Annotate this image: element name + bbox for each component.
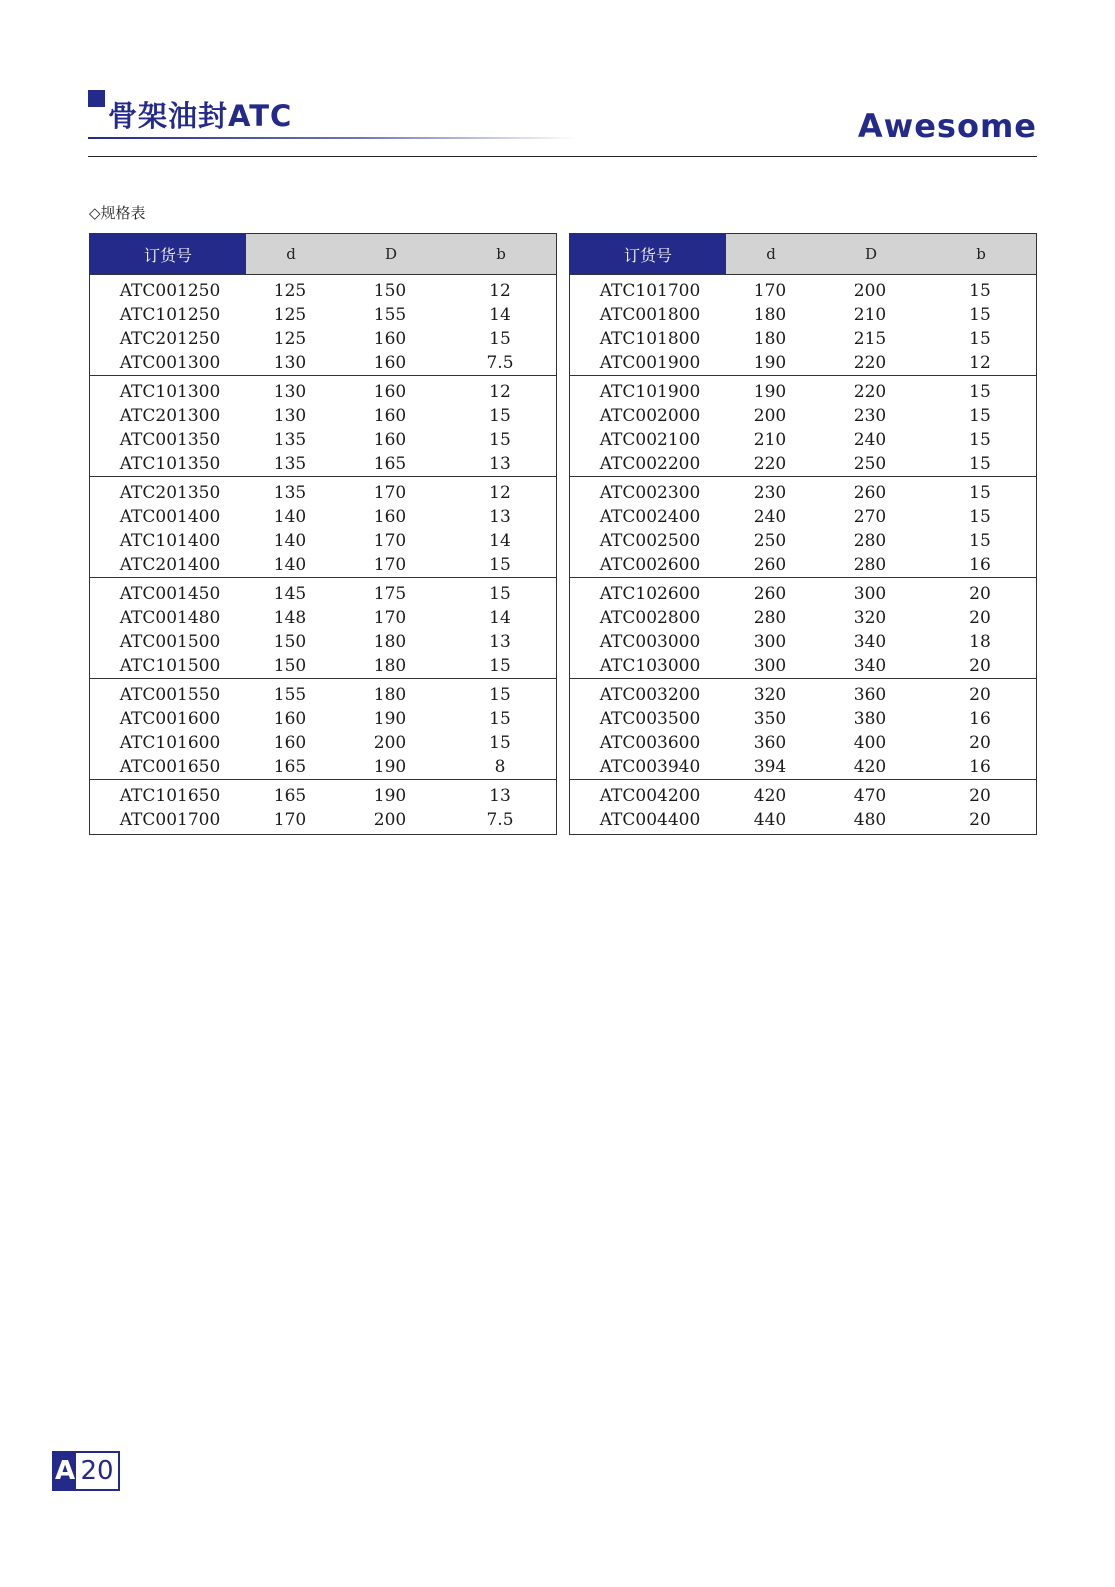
header-divider xyxy=(88,156,1037,157)
b-cell: 16 xyxy=(969,757,991,777)
table-row xyxy=(570,529,1036,553)
order-number-cell: ATC001650 xyxy=(119,757,221,777)
page-title: 骨架油封ATC xyxy=(108,99,293,133)
header-D: D xyxy=(816,234,926,274)
b-cell: 15 xyxy=(969,382,991,402)
table-row xyxy=(90,452,556,476)
order-number-cell: ATC201400 xyxy=(119,555,221,575)
table-row xyxy=(90,606,556,630)
order-number-cell: ATC102600 xyxy=(599,584,701,604)
D-cell: 160 xyxy=(373,353,407,373)
D-cell: 230 xyxy=(853,406,887,426)
table-row xyxy=(90,731,556,755)
order-number-cell: ATC001400 xyxy=(119,507,221,527)
b-cell: 15 xyxy=(489,329,511,349)
order-number-cell: ATC003940 xyxy=(599,757,701,777)
D-cell: 200 xyxy=(853,281,887,301)
order-number-cell: ATC001450 xyxy=(119,584,221,604)
table-row xyxy=(570,351,1036,375)
D-cell: 180 xyxy=(373,685,407,705)
order-number-cell: ATC001700 xyxy=(119,810,221,830)
d-cell: 260 xyxy=(753,555,787,575)
d-cell: 160 xyxy=(273,733,307,753)
d-cell: 125 xyxy=(273,329,307,349)
order-number-cell: ATC002300 xyxy=(599,483,701,503)
d-cell: 160 xyxy=(273,709,307,729)
D-cell: 250 xyxy=(853,454,887,474)
d-cell: 135 xyxy=(273,483,307,503)
D-cell: 170 xyxy=(373,531,407,551)
b-cell: 15 xyxy=(969,406,991,426)
b-cell: 12 xyxy=(489,382,511,402)
D-cell: 420 xyxy=(853,757,887,777)
table-row xyxy=(570,404,1036,428)
table-row xyxy=(570,553,1036,577)
b-cell: 20 xyxy=(969,786,991,806)
table-row xyxy=(570,428,1036,452)
table-row xyxy=(570,630,1036,654)
D-cell: 180 xyxy=(373,632,407,652)
page-number: 20 xyxy=(76,1453,118,1489)
D-cell: 280 xyxy=(853,531,887,551)
D-cell: 260 xyxy=(853,483,887,503)
D-cell: 180 xyxy=(373,656,407,676)
d-cell: 135 xyxy=(273,430,307,450)
d-cell: 350 xyxy=(753,709,787,729)
table-row xyxy=(90,784,556,808)
d-cell: 440 xyxy=(753,810,787,830)
d-cell: 130 xyxy=(273,382,307,402)
table-header xyxy=(90,234,556,275)
d-cell: 150 xyxy=(273,632,307,652)
order-number-cell: ATC001300 xyxy=(119,353,221,373)
d-cell: 190 xyxy=(753,382,787,402)
b-cell: 20 xyxy=(969,810,991,830)
b-cell: 14 xyxy=(489,531,511,551)
b-cell: 16 xyxy=(969,555,991,575)
d-cell: 420 xyxy=(753,786,787,806)
D-cell: 210 xyxy=(853,305,887,325)
b-cell: 7.5 xyxy=(486,353,514,373)
table-row xyxy=(570,452,1036,476)
order-number-cell: ATC101300 xyxy=(119,382,221,402)
row-group xyxy=(90,275,556,376)
order-number-cell: ATC002600 xyxy=(599,555,701,575)
D-cell: 190 xyxy=(373,786,407,806)
order-number-cell: ATC001900 xyxy=(599,353,701,373)
row-group xyxy=(90,578,556,679)
row-group xyxy=(570,679,1036,780)
d-cell: 300 xyxy=(753,632,787,652)
b-cell: 15 xyxy=(969,329,991,349)
order-number-cell: ATC101350 xyxy=(119,454,221,474)
b-cell: 15 xyxy=(969,531,991,551)
table-row xyxy=(570,327,1036,351)
order-number-cell: ATC003500 xyxy=(599,709,701,729)
table-row xyxy=(90,529,556,553)
b-cell: 20 xyxy=(969,733,991,753)
order-number-cell: ATC101400 xyxy=(119,531,221,551)
b-cell: 12 xyxy=(969,353,991,373)
table-row xyxy=(90,428,556,452)
d-cell: 300 xyxy=(753,656,787,676)
table-row xyxy=(570,755,1036,779)
D-cell: 155 xyxy=(373,305,407,325)
D-cell: 240 xyxy=(853,430,887,450)
d-cell: 140 xyxy=(273,531,307,551)
brand-logo: Awesome xyxy=(857,107,1037,145)
order-number-cell: ATC103000 xyxy=(599,656,701,676)
table-row xyxy=(570,481,1036,505)
table-row xyxy=(90,404,556,428)
b-cell: 14 xyxy=(489,608,511,628)
D-cell: 340 xyxy=(853,632,887,652)
table-row xyxy=(90,683,556,707)
row-group xyxy=(90,679,556,780)
D-cell: 160 xyxy=(373,507,407,527)
row-group xyxy=(90,477,556,578)
d-cell: 145 xyxy=(273,584,307,604)
order-number-cell: ATC001250 xyxy=(119,281,221,301)
D-cell: 175 xyxy=(373,584,407,604)
b-cell: 20 xyxy=(969,584,991,604)
row-group xyxy=(570,780,1036,834)
spec-table-right xyxy=(569,233,1037,835)
d-cell: 190 xyxy=(753,353,787,373)
b-cell: 14 xyxy=(489,305,511,325)
table-row xyxy=(90,327,556,351)
order-number-cell: ATC001500 xyxy=(119,632,221,652)
d-cell: 170 xyxy=(753,281,787,301)
D-cell: 300 xyxy=(853,584,887,604)
b-cell: 12 xyxy=(489,483,511,503)
order-number-cell: ATC101650 xyxy=(119,786,221,806)
d-cell: 180 xyxy=(753,305,787,325)
order-number-cell: ATC101500 xyxy=(119,656,221,676)
order-number-cell: ATC002400 xyxy=(599,507,701,527)
D-cell: 400 xyxy=(853,733,887,753)
order-number-cell: ATC101700 xyxy=(599,281,701,301)
table-body xyxy=(90,275,556,834)
header-d: d xyxy=(726,234,816,274)
order-number-cell: ATC001800 xyxy=(599,305,701,325)
b-cell: 13 xyxy=(489,507,511,527)
D-cell: 190 xyxy=(373,709,407,729)
d-cell: 170 xyxy=(273,810,307,830)
order-number-cell: ATC101900 xyxy=(599,382,701,402)
d-cell: 165 xyxy=(273,757,307,777)
header-d: d xyxy=(246,234,336,274)
d-cell: 165 xyxy=(273,786,307,806)
table-row xyxy=(90,808,556,832)
d-cell: 394 xyxy=(753,757,787,777)
table-row xyxy=(570,582,1036,606)
order-number-cell: ATC001600 xyxy=(119,709,221,729)
order-number-cell: ATC002000 xyxy=(599,406,701,426)
b-cell: 13 xyxy=(489,786,511,806)
d-cell: 200 xyxy=(753,406,787,426)
row-group xyxy=(570,578,1036,679)
table-row xyxy=(90,630,556,654)
d-cell: 210 xyxy=(753,430,787,450)
title-underline xyxy=(88,137,578,139)
table-row xyxy=(570,279,1036,303)
b-cell: 15 xyxy=(489,656,511,676)
table-row xyxy=(90,755,556,779)
table-row xyxy=(90,582,556,606)
page-number-badge xyxy=(52,1451,120,1491)
order-number-cell: ATC201300 xyxy=(119,406,221,426)
table-body xyxy=(570,275,1036,834)
table-row xyxy=(90,303,556,327)
table-row xyxy=(570,707,1036,731)
table-row xyxy=(90,654,556,678)
D-cell: 215 xyxy=(853,329,887,349)
table-row xyxy=(90,553,556,577)
table-row xyxy=(570,654,1036,678)
b-cell: 15 xyxy=(489,685,511,705)
table-row xyxy=(90,707,556,731)
D-cell: 190 xyxy=(373,757,407,777)
table-row xyxy=(570,784,1036,808)
b-cell: 15 xyxy=(489,584,511,604)
D-cell: 150 xyxy=(373,281,407,301)
order-number-cell: ATC001350 xyxy=(119,430,221,450)
section-letter: A xyxy=(54,1453,76,1489)
D-cell: 280 xyxy=(853,555,887,575)
b-cell: 15 xyxy=(969,507,991,527)
d-cell: 148 xyxy=(273,608,307,628)
d-cell: 150 xyxy=(273,656,307,676)
order-number-cell: ATC201350 xyxy=(119,483,221,503)
table-row xyxy=(570,505,1036,529)
d-cell: 125 xyxy=(273,305,307,325)
order-number-cell: ATC001480 xyxy=(119,608,221,628)
row-group xyxy=(570,477,1036,578)
D-cell: 340 xyxy=(853,656,887,676)
d-cell: 130 xyxy=(273,353,307,373)
row-group xyxy=(570,376,1036,477)
D-cell: 470 xyxy=(853,786,887,806)
b-cell: 13 xyxy=(489,454,511,474)
header-order-number: 订货号 xyxy=(570,234,726,274)
row-group xyxy=(90,376,556,477)
D-cell: 320 xyxy=(853,608,887,628)
d-cell: 240 xyxy=(753,507,787,527)
table-row xyxy=(90,279,556,303)
d-cell: 135 xyxy=(273,454,307,474)
row-group xyxy=(570,275,1036,376)
b-cell: 15 xyxy=(969,305,991,325)
section-label: ◇规格表 xyxy=(89,204,146,222)
b-cell: 15 xyxy=(489,733,511,753)
table-row xyxy=(570,303,1036,327)
order-number-cell: ATC002800 xyxy=(599,608,701,628)
b-cell: 15 xyxy=(489,555,511,575)
d-cell: 220 xyxy=(753,454,787,474)
d-cell: 125 xyxy=(273,281,307,301)
order-number-cell: ATC003000 xyxy=(599,632,701,652)
b-cell: 7.5 xyxy=(486,810,514,830)
D-cell: 220 xyxy=(853,382,887,402)
d-cell: 230 xyxy=(753,483,787,503)
d-cell: 140 xyxy=(273,507,307,527)
d-cell: 260 xyxy=(753,584,787,604)
b-cell: 18 xyxy=(969,632,991,652)
b-cell: 20 xyxy=(969,685,991,705)
b-cell: 15 xyxy=(969,483,991,503)
d-cell: 280 xyxy=(753,608,787,628)
d-cell: 155 xyxy=(273,685,307,705)
order-number-cell: ATC004200 xyxy=(599,786,701,806)
table-row xyxy=(570,731,1036,755)
table-row xyxy=(570,380,1036,404)
b-cell: 15 xyxy=(969,454,991,474)
order-number-cell: ATC101800 xyxy=(599,329,701,349)
order-number-cell: ATC004400 xyxy=(599,810,701,830)
d-cell: 180 xyxy=(753,329,787,349)
table-row xyxy=(90,380,556,404)
d-cell: 140 xyxy=(273,555,307,575)
D-cell: 200 xyxy=(373,810,407,830)
b-cell: 12 xyxy=(489,281,511,301)
header-b: b xyxy=(446,234,556,274)
order-number-cell: ATC002100 xyxy=(599,430,701,450)
b-cell: 13 xyxy=(489,632,511,652)
table-row xyxy=(570,683,1036,707)
order-number-cell: ATC001550 xyxy=(119,685,221,705)
b-cell: 20 xyxy=(969,608,991,628)
table-row xyxy=(570,808,1036,832)
D-cell: 170 xyxy=(373,555,407,575)
D-cell: 160 xyxy=(373,329,407,349)
b-cell: 20 xyxy=(969,656,991,676)
D-cell: 270 xyxy=(853,507,887,527)
b-cell: 15 xyxy=(969,281,991,301)
b-cell: 15 xyxy=(489,430,511,450)
D-cell: 360 xyxy=(853,685,887,705)
table-row xyxy=(90,505,556,529)
d-cell: 130 xyxy=(273,406,307,426)
D-cell: 220 xyxy=(853,353,887,373)
title-marker xyxy=(88,90,105,107)
table-header xyxy=(570,234,1036,275)
b-cell: 15 xyxy=(489,709,511,729)
b-cell: 16 xyxy=(969,709,991,729)
order-number-cell: ATC003200 xyxy=(599,685,701,705)
spec-table-left xyxy=(89,233,557,835)
b-cell: 8 xyxy=(494,757,506,777)
table-row xyxy=(90,481,556,505)
order-number-cell: ATC003600 xyxy=(599,733,701,753)
order-number-cell: ATC201250 xyxy=(119,329,221,349)
d-cell: 320 xyxy=(753,685,787,705)
D-cell: 160 xyxy=(373,406,407,426)
table-row xyxy=(570,606,1036,630)
D-cell: 160 xyxy=(373,382,407,402)
D-cell: 170 xyxy=(373,608,407,628)
order-number-cell: ATC002200 xyxy=(599,454,701,474)
order-number-cell: ATC101250 xyxy=(119,305,221,325)
D-cell: 160 xyxy=(373,430,407,450)
order-number-cell: ATC002500 xyxy=(599,531,701,551)
row-group xyxy=(90,780,556,834)
D-cell: 165 xyxy=(373,454,407,474)
table-row xyxy=(90,351,556,375)
D-cell: 380 xyxy=(853,709,887,729)
header-D: D xyxy=(336,234,446,274)
b-cell: 15 xyxy=(489,406,511,426)
d-cell: 360 xyxy=(753,733,787,753)
b-cell: 15 xyxy=(969,430,991,450)
d-cell: 250 xyxy=(753,531,787,551)
order-number-cell: ATC101600 xyxy=(119,733,221,753)
D-cell: 170 xyxy=(373,483,407,503)
header-order-number: 订货号 xyxy=(90,234,246,274)
D-cell: 480 xyxy=(853,810,887,830)
header-b: b xyxy=(926,234,1036,274)
D-cell: 200 xyxy=(373,733,407,753)
